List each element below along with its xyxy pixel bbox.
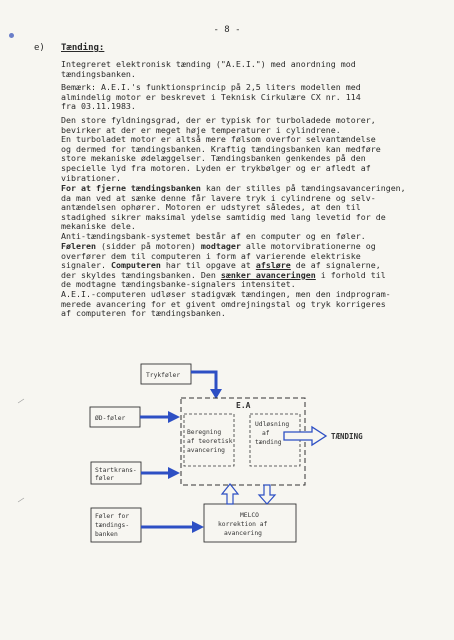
melco-label-3: avancering (224, 530, 262, 537)
page-number: - 8 - (213, 25, 241, 35)
melco-label-2: korrektion af (218, 521, 268, 528)
paragraph-turbo: Den store fyldningsgrad, der er typisk for turboladede motorer, bevirker at der er meget høje temperaturer i cylindrene. En turboladet motor er altså mere følsom overfor selvantændelse og dermed for tændingsbanken. Kraftig tændingsbanken kan medføre store mekaniske ødelæggelser. Tændingsbanken genkendes på den specielle lyd fra motoren. Lyden er trykbølger og er afledt af vibrationer. (61, 115, 381, 183)
calc-label-3: avancering (187, 447, 225, 454)
section-title: Tænding: (61, 43, 105, 53)
aei-to-melco-arrow (259, 485, 275, 504)
melco-to-aei-arrow (222, 484, 238, 504)
section-letter: e) (34, 43, 45, 53)
margin-mark (18, 498, 24, 502)
remedy-text: kan der stilles på tændingsavanceringen, da man ved at sænke denne får lavere tryk i cylindrene og selv- antændelsen ophører. Motoren er udstyret således, at den til stadighed sikrer maksimal ydelse samtidig med lang levetid for de mekaniske dele. Anti-tændingsbank-systemet består af en computer og en føler. (61, 183, 406, 241)
pressure-sensor-label: Trykføler (146, 372, 181, 379)
od-arrowhead (168, 411, 180, 423)
receives-bold: modtager (200, 241, 241, 251)
knock-sensor-label-2: tændings- (95, 522, 130, 529)
release-label-2: af (262, 430, 270, 437)
knock-arrowhead (192, 521, 204, 533)
knock-sensor-label-3: banken (95, 531, 118, 538)
crank-sensor-label-1: Startkrans- (95, 467, 137, 474)
release-label-1: Udløsning (255, 421, 290, 428)
sensor-text-2: alle motorvibrationerne og overfører dem til computeren i form af varierende elektriske signaler. (61, 241, 376, 271)
crank-sensor-label-2: føler (95, 475, 114, 482)
sensor-text-4: de af signalerne, der skyldes tændingsbanken. Den (61, 260, 381, 280)
crank-arrowhead (168, 467, 180, 479)
lowers-bold: sænker avanceringen (220, 269, 316, 280)
knock-sensor-label-1: Føler for (95, 513, 130, 520)
paragraph-intro: Integreret elektronisk tænding ("A.E.I.") med anordning mod tændingsbanken. (61, 59, 356, 79)
release-label-3: tænding (255, 439, 282, 446)
sensor-text-5: i forhold til de modtagne tændingsbanke-signalers intensitet. A.E.I.-computeren udløser stadigvæk tændingen, men den indprogram- merede avancering for et givent omdrejningstal og tryk korrigeres af computeren for tændingsbanken. (61, 269, 391, 319)
aei-label: E.A (236, 401, 251, 410)
computer-bold: Computeren (110, 260, 161, 271)
paragraph-note: Bemærk: A.E.I.'s funktionsprincip på 2,5 liters modellen med almindelig motor er beskrevet i Teknisk Cirkulære CX nr. 114 fra 03.11.1983. (61, 82, 361, 112)
sensor-text-3: har til opgave at (160, 260, 256, 271)
output-label: TÆNDING (331, 432, 363, 441)
calc-label-2: af teoretisk (187, 438, 233, 445)
sensor-bold: Føleren (61, 241, 96, 251)
remedy-bold: For at fjerne tændingsbanken (61, 183, 201, 193)
sensor-text-1: (sidder på motoren) (95, 241, 201, 251)
melco-label-1: MELCO (240, 512, 259, 519)
margin-mark (18, 399, 24, 403)
od-sensor-label: ØD-føler (95, 415, 126, 422)
calc-label-1: Beregning (187, 429, 222, 436)
detect-bold: afsløre (255, 260, 291, 271)
